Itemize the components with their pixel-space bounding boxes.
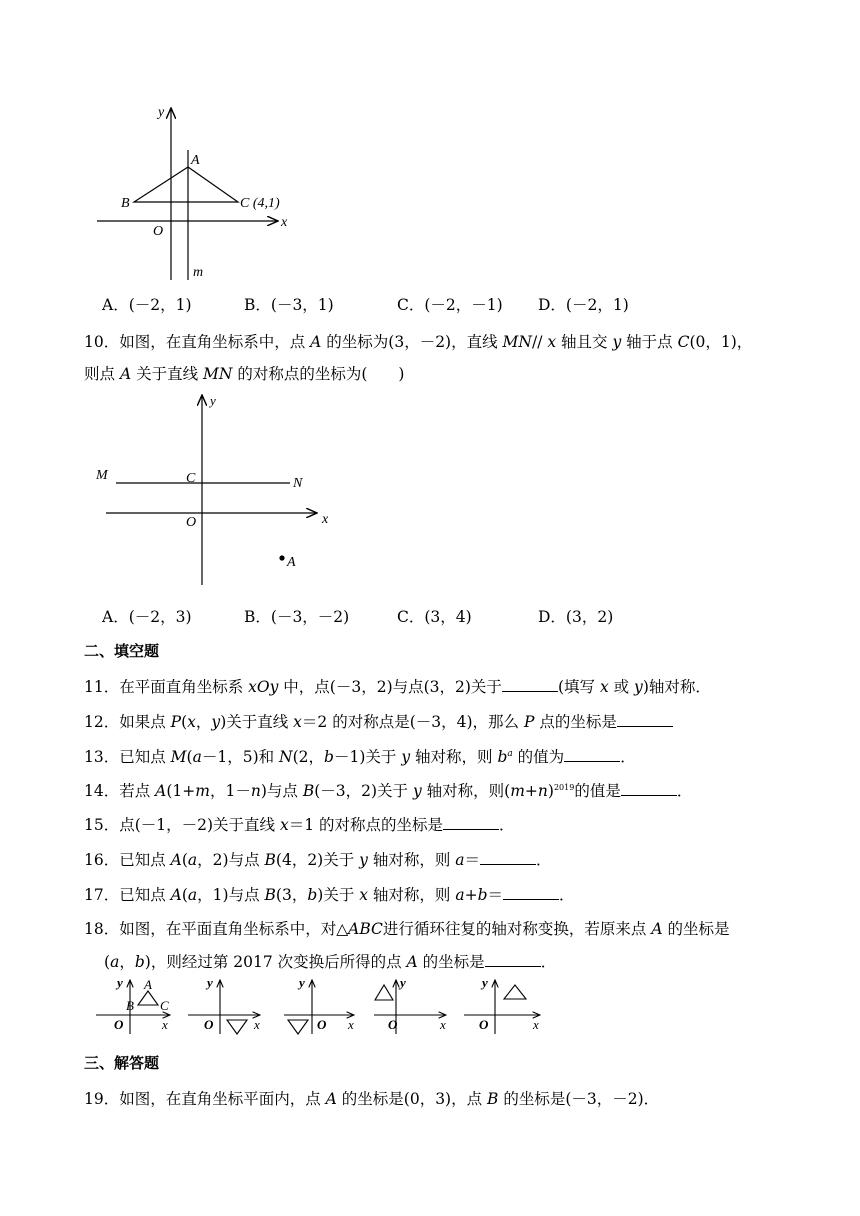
q10-option-d: D．(3，2)	[538, 608, 614, 626]
section-answer-heading: 三、解答题	[84, 1054, 160, 1072]
q15: 15．点(－1，－2)关于直线 x＝1 的对称点的坐标是 ．	[84, 816, 515, 834]
point-a-label: A	[191, 153, 200, 168]
answer-blank[interactable]	[621, 781, 677, 796]
triangle	[504, 985, 526, 999]
q16: 16．已知点 A(a，2)与点 B(4，2)关于 y 轴对称，则 a＝ ．	[84, 851, 552, 869]
svg-text:O: O	[317, 1017, 327, 1032]
q18-panel-3	[284, 975, 354, 1034]
answer-blank[interactable]	[503, 885, 559, 900]
triangle-abc	[134, 167, 238, 202]
origin-label: O	[186, 515, 197, 530]
q10-option-b: B．(－3，－2)	[244, 608, 350, 626]
q10-option-c: C．(3，4)	[397, 608, 472, 626]
q9-option-a: A．(－2，1)	[102, 296, 192, 314]
svg-text:O: O	[388, 1017, 398, 1032]
svg-text:y: y	[117, 975, 123, 990]
svg-text:y: y	[207, 975, 213, 990]
svg-text:x: x	[254, 1017, 260, 1032]
q18-panel-1	[96, 975, 170, 1034]
svg-text:C: C	[160, 998, 169, 1013]
c-label: C	[186, 471, 196, 486]
q10-figure	[92, 390, 342, 590]
svg-text:O: O	[114, 1017, 124, 1032]
svg-text:A: A	[144, 977, 152, 992]
point-a	[279, 555, 284, 560]
triangle	[138, 991, 158, 1005]
q18-panel-2	[188, 975, 260, 1034]
n-label: N	[293, 476, 303, 491]
answer-blank[interactable]	[480, 850, 536, 865]
q14: 14．若点 A(1+m，1－n)与点 B(－3，2)关于 y 轴对称，则$(m+n)^{2019}$的值是 ．	[84, 782, 693, 800]
svg-text:y: y	[482, 975, 488, 990]
q9-option-b: B．(－3，1)	[244, 296, 334, 314]
answer-blank[interactable]	[564, 747, 620, 762]
q10-line1: 10．如图，在直角坐标系中，点 A 的坐标为(3，－2)，直线 MN// x 轴且交 y 轴于点 C(0，1)，	[84, 333, 753, 351]
triangle	[288, 1020, 308, 1034]
q9-option-d: D．(－2，1)	[538, 296, 629, 314]
line-m-label: m	[193, 265, 204, 280]
q18-panel-5	[464, 975, 540, 1034]
q18-figure-strip	[92, 972, 552, 1036]
svg-text:x: x	[162, 1017, 168, 1032]
q18-line1: 18．如图，在平面直角坐标系中，对△ABC进行循环往复的轴对称变换，若原来点 A 的坐标是	[84, 920, 730, 938]
point-c-label: C (4,1)	[240, 196, 280, 211]
triangle	[227, 1020, 247, 1034]
answer-blank[interactable]	[443, 815, 499, 830]
svg-text:x: x	[533, 1017, 539, 1032]
q19: 19．如图，在直角坐标平面内，点 A 的坐标是(0，3)，点 B 的坐标是(－3，－2)．	[84, 1090, 660, 1108]
svg-text:O: O	[479, 1017, 489, 1032]
svg-text:x: x	[440, 1017, 446, 1032]
svg-text:y: y	[299, 975, 305, 990]
answer-blank[interactable]	[617, 712, 673, 727]
a-label: A	[287, 555, 296, 570]
q9-figure	[92, 98, 302, 286]
q10-line2: 则点 A 关于直线 MN 的对称点的坐标为( )	[84, 365, 405, 383]
y-label: y	[158, 105, 165, 120]
x-label: x	[281, 215, 288, 230]
section-fill-in-heading: 二、填空题	[84, 642, 160, 660]
q11: 11．在平面直角坐标系 xOy 中，点(－3，2)与点(3，2)关于 (填写 x 或 y)轴对称．	[84, 678, 711, 696]
q10-option-a: A．(－2，3)	[102, 608, 192, 626]
q13: 13．已知点 M(a－1，5)和 N(2，b－1)关于 y 轴对称，则 $b^a$ 的值为 ．	[84, 748, 636, 766]
svg-text:y: y	[400, 975, 406, 990]
svg-text:x: x	[348, 1017, 354, 1032]
x-label: x	[322, 512, 329, 527]
svg-text:B: B	[126, 998, 134, 1013]
q17: 17．已知点 A(a，1)与点 B(3，b)关于 x 轴对称，则 a+b＝ ．	[84, 886, 575, 904]
answer-blank[interactable]	[485, 952, 541, 967]
q9-option-c: C．(－2，－1)	[397, 296, 503, 314]
q12: 12．如果点 P(x，y)关于直线 x＝2 的对称点是(－3，4)，那么 P 点的坐标是	[84, 710, 673, 732]
triangle	[375, 985, 393, 1000]
svg-text:O: O	[204, 1017, 214, 1032]
m-label: M	[96, 468, 108, 483]
q18-line2: (a，b)，则经过第 2017 次变换后所得的点 A 的坐标是 ．	[104, 953, 557, 971]
q18-panel-4	[374, 975, 446, 1034]
answer-blank[interactable]	[502, 677, 558, 692]
point-b-label: B	[121, 196, 130, 211]
y-label: y	[210, 393, 216, 408]
origin-label: O	[153, 224, 164, 239]
